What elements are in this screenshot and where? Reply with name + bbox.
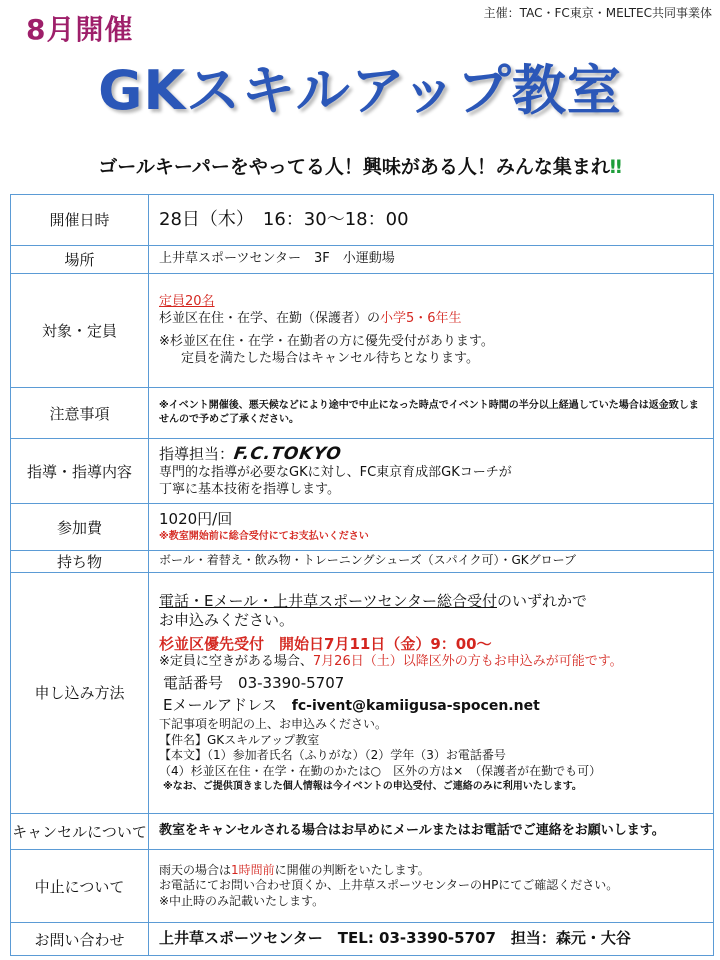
email-address[interactable]: fc-ivent@kamiigusa-spocen.net: [291, 697, 540, 714]
stop-line-3: ※中止時のみ記載いたします。: [159, 894, 325, 909]
stop-line-1: [159, 863, 703, 879]
apply-vacancy-line: [159, 654, 703, 671]
apply-instr-2: 【件名】GKスキルアップ教室: [159, 732, 320, 747]
label-stop: 中止について: [11, 850, 149, 923]
row-notice: [11, 388, 714, 439]
date-value: 28日（木） 16：30〜18：00: [159, 209, 409, 231]
label-place: 場所: [11, 245, 149, 273]
stop-line-1-suffix: に開催の判断をいたします。: [274, 862, 430, 877]
label-contact: お問い合わせ: [11, 923, 149, 956]
contact-value: 上井草スポーツセンター TEL: 03-3390-5707 担当：森元・大谷: [159, 929, 631, 948]
fee-value: 1020円/回: [159, 510, 233, 529]
row-date: [11, 195, 714, 246]
eligibility-grade: 小学5・6年生: [380, 310, 462, 326]
tagline: [0, 152, 720, 179]
coach-line-2: 専門的な指導が必要なGKに対し、FC東京育成部GKコーチが: [159, 465, 512, 481]
content-date: [149, 195, 714, 246]
phone-label: 電話番号: [163, 674, 224, 693]
tagline-text: ゴールキーパーをやってる人！興味がある人！みんな集まれ: [98, 156, 610, 178]
content-target: [149, 274, 714, 388]
eligibility-prefix: 杉並区在住・在学、在勤（保護者）の: [159, 310, 381, 326]
content-stop: [149, 850, 714, 923]
coach-line-3: 丁寧に基本技術を指導します。: [159, 482, 340, 498]
coach-prefix: 指導担当：: [159, 445, 235, 464]
apply-instr-3: 【本文】（1）参加者氏名（ふりがな）（2）学年（3）お電話番号: [159, 748, 506, 763]
row-apply: [11, 573, 714, 813]
content-notice: [149, 388, 714, 439]
apply-methods-suffix: のいずれかで: [496, 591, 587, 610]
label-items: 持ち物: [11, 551, 149, 573]
apply-vacancy-red: 7月26日（土）以降区外の方もお申込みが可能です。: [312, 654, 623, 670]
email-label: Eメールアドレス: [163, 695, 277, 714]
apply-priority: 杉並区優先受付 開始日7月11日（金）9：00〜: [159, 634, 492, 653]
content-cancel: [149, 813, 714, 850]
event-month: 8月開催: [26, 13, 134, 46]
apply-instr-1: 下記事項を明記の上、お申込みください。: [159, 717, 388, 732]
stop-line-1-prefix: 雨天の場合は: [159, 862, 232, 877]
coach-line-1: [159, 443, 703, 465]
info-table: [10, 194, 714, 956]
row-contact: [11, 923, 714, 956]
phone-number[interactable]: 03-3390-5707: [238, 674, 345, 693]
row-target: [11, 274, 714, 388]
label-apply: 申し込み方法: [11, 573, 149, 813]
double-exclamation-icon: ‼: [609, 156, 622, 178]
apply-instr-4: （4）杉並区在住・在学・在勤のかたは○ 区外の方は× （保護者が在勤でも可）: [159, 764, 602, 778]
notice-text: ※イベント開催後、悪天候などにより途中で中止になった時点でイベント時間の半分以上経過していた場合は返金致しませんので予めご了承ください。: [159, 399, 699, 426]
content-apply: [149, 573, 714, 813]
items-value: ボール・着替え・飲み物・トレーニングシューズ（スパイク可）・GKグローブ: [159, 553, 577, 568]
row-stop: [11, 850, 714, 923]
apply-vacancy-prefix: ※定員に空きがある場合、: [159, 654, 313, 670]
apply-email-line: [159, 696, 703, 716]
label-date: 開催日時: [11, 195, 149, 246]
label-cancel: キャンセルについて: [11, 813, 149, 850]
content-fee: [149, 504, 714, 551]
row-place: [11, 245, 714, 273]
content-items: [149, 551, 714, 573]
apply-phone-line: [159, 674, 703, 694]
label-target: 対象・定員: [11, 274, 149, 388]
row-fee: [11, 504, 714, 551]
label-fee: 参加費: [11, 504, 149, 551]
apply-methods-line: [159, 592, 703, 612]
stop-line-2: お電話にてお問い合わせ頂くか、上井草スポーツセンターのHPにてご確認ください。: [159, 878, 619, 893]
target-note-2: 定員を満たした場合はキャンセル待ちとなります。: [181, 350, 479, 366]
place-value: 上井草スポーツセンター 3F 小運動場: [159, 251, 395, 267]
fee-note: ※教室開始前に総合受付にてお支払いください: [159, 530, 369, 542]
target-note-1: ※杉並区在住・在学・在勤者の方に優先受付があります。: [159, 333, 494, 349]
organizer-text: 主催：TAC・FC東京・MELTEC共同事業体: [483, 6, 712, 20]
apply-line-2: お申込みください。: [159, 611, 295, 630]
label-coach: 指導・指導内容: [11, 439, 149, 504]
row-items: [11, 551, 714, 573]
label-notice: 注意事項: [11, 388, 149, 439]
content-coach: [149, 439, 714, 504]
content-contact: [149, 923, 714, 956]
row-coach: [11, 439, 714, 504]
fc-tokyo-logo: F.C.TOKYO: [232, 444, 344, 465]
apply-methods: 電話・Eメール・上井草スポーツセンター総合受付: [159, 591, 497, 610]
row-cancel: [11, 813, 714, 850]
apply-privacy: ※なお、ご提供頂きました個人情報は今イベントの申込受付、ご連絡のみに利用いたします。: [163, 780, 582, 792]
content-place: [149, 245, 714, 273]
page-title: GKスキルアップ教室: [98, 59, 622, 122]
eligibility-line: [159, 311, 703, 328]
stop-line-1-red: 1時間前: [231, 862, 275, 877]
cancel-text: 教室をキャンセルされる場合はお早めにメールまたはお電話でご連絡をお願いします。: [159, 822, 665, 838]
capacity-text: 定員20名: [159, 294, 215, 310]
